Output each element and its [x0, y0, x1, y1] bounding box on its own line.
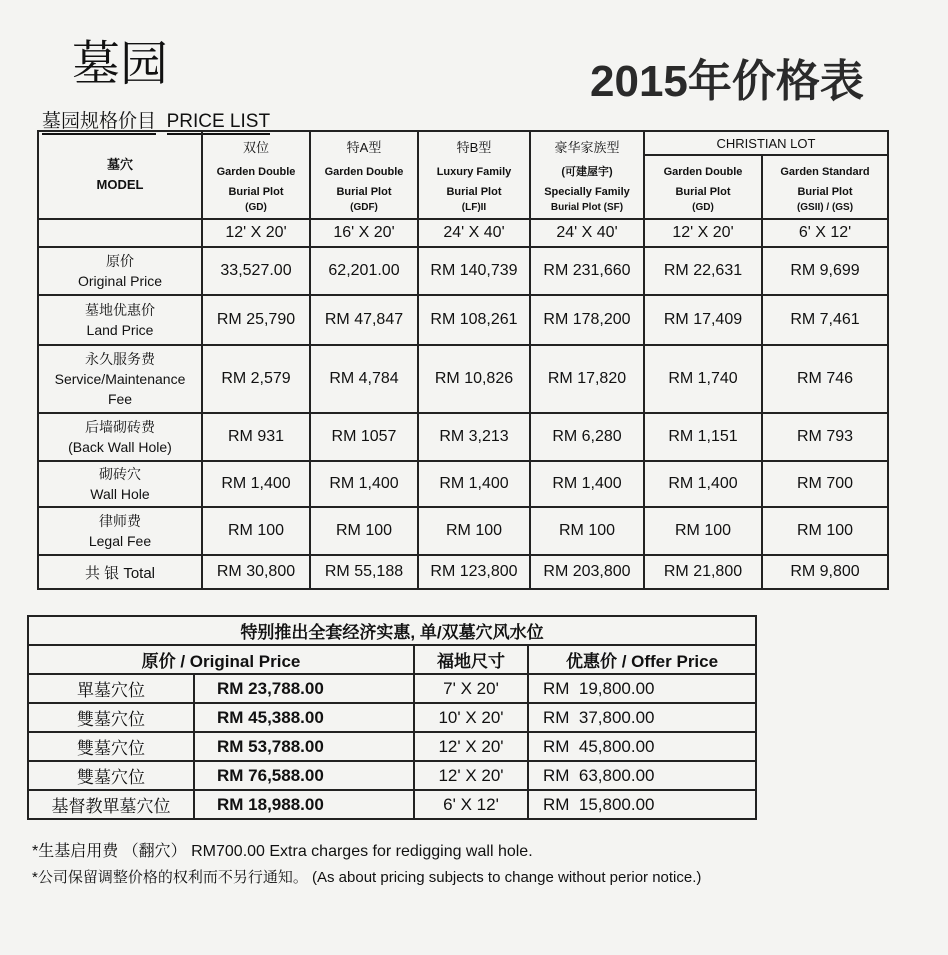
row-label — [38, 461, 202, 507]
plot-type: 基督教單墓穴位 — [28, 790, 194, 819]
col-en2: Burial Plot — [797, 185, 853, 198]
offer-head-original: 原价 / Original Price — [28, 645, 414, 674]
total-label: 共 银 Total — [38, 555, 202, 589]
plot-size: 10' X 20' — [414, 703, 528, 732]
col-header-christian-gs — [762, 155, 888, 219]
col-code: (GDF) — [350, 202, 378, 213]
price-table — [37, 130, 889, 590]
offer-row — [28, 703, 756, 732]
size-cell: 24' X 40' — [418, 219, 530, 247]
price-cell: RM 231,660 — [530, 247, 644, 295]
original-price: RM 53,788.00 — [194, 732, 414, 761]
col-en1: (可建屋宇) — [561, 166, 613, 178]
offer-row — [28, 761, 756, 790]
col-en2: Burial Plot — [675, 185, 731, 198]
offer-head-offer: 优惠价 / Offer Price — [528, 645, 756, 674]
size-cell: 16' X 20' — [310, 219, 418, 247]
price-cell: RM 100 — [418, 507, 530, 555]
price-cell: RM 47,847 — [310, 295, 418, 345]
original-price-row — [38, 247, 888, 295]
price-cell: RM 1,400 — [644, 461, 762, 507]
col-code: (GSII) / (GS) — [796, 201, 854, 213]
row-label-zh: 砌砖穴 — [99, 466, 141, 482]
col-en1: Garden Double — [324, 166, 404, 178]
plot-type: 單墓穴位 — [28, 674, 194, 703]
price-cell: RM 25,790 — [202, 295, 310, 345]
col-zh: 豪华家族型 — [554, 140, 620, 155]
price-cell: RM 1,740 — [644, 345, 762, 413]
price-cell: RM 931 — [202, 413, 310, 461]
size-cell: 6' X 12' — [762, 219, 888, 247]
col-zh: 特A型 — [346, 140, 382, 155]
col-en2: Specially Family — [544, 186, 630, 198]
col-en1: Luxury Family — [436, 166, 512, 178]
price-cell: RM 100 — [202, 507, 310, 555]
subtitle-en: PRICE LIST — [167, 111, 270, 135]
plot-size: 12' X 20' — [414, 732, 528, 761]
offer-price: RM 15,800.00 — [528, 790, 756, 819]
row-label-zh: 律师费 — [99, 513, 141, 529]
maintenance-fee-row — [38, 345, 888, 413]
row-label — [38, 507, 202, 555]
col-code: (LF)II — [461, 202, 487, 213]
price-cell: RM 2,579 — [202, 345, 310, 413]
row-label-en2: Fee — [107, 391, 133, 407]
price-cell: RM 1,400 — [418, 461, 530, 507]
col-header-lf — [418, 131, 530, 219]
price-cell: RM 100 — [644, 507, 762, 555]
col-header-gdf — [310, 131, 418, 219]
offer-price: RM 63,800.00 — [528, 761, 756, 790]
price-cell: RM 4,784 — [310, 345, 418, 413]
christian-lot-header: CHRISTIAN LOT — [644, 131, 888, 155]
plot-type: 雙墓穴位 — [28, 732, 194, 761]
row-label-en: Wall Hole — [90, 486, 150, 502]
model-en: MODEL — [96, 177, 144, 192]
row-label-en: Land Price — [86, 322, 154, 338]
plot-size: 7' X 20' — [414, 674, 528, 703]
price-cell: RM 700 — [762, 461, 888, 507]
row-label-zh: 原价 — [106, 253, 134, 269]
price-cell: RM 10,826 — [418, 345, 530, 413]
original-price: RM 18,988.00 — [194, 790, 414, 819]
cemetery-title: 墓园 — [72, 36, 169, 92]
subtitle-zh: 墓园规格价目 — [42, 111, 156, 135]
price-cell: RM 3,213 — [418, 413, 530, 461]
price-cell: RM 100 — [530, 507, 644, 555]
size-cell: 24' X 40' — [530, 219, 644, 247]
price-cell: RM 17,820 — [530, 345, 644, 413]
plot-type: 雙墓穴位 — [28, 703, 194, 732]
offer-row — [28, 790, 756, 819]
price-list-subtitle — [42, 106, 270, 133]
offer-price: RM 45,800.00 — [528, 732, 756, 761]
offer-table — [27, 615, 757, 820]
size-cell: 12' X 20' — [644, 219, 762, 247]
price-cell: RM 100 — [762, 507, 888, 555]
plot-size: 12' X 20' — [414, 761, 528, 790]
price-cell: RM 178,200 — [530, 295, 644, 345]
price-cell: RM 1,151 — [644, 413, 762, 461]
price-cell: RM 9,699 — [762, 247, 888, 295]
plot-type: 雙墓穴位 — [28, 761, 194, 790]
col-header-gd — [202, 131, 310, 219]
total-cell: RM 21,800 — [644, 555, 762, 589]
row-label-en: Service/Maintenance — [54, 371, 186, 387]
row-label-en: Original Price — [77, 273, 163, 289]
offer-price: RM 37,800.00 — [528, 703, 756, 732]
row-label-zh: 永久服务费 — [85, 351, 155, 367]
year-price-title: 2015年价格表 — [590, 57, 864, 106]
row-label — [38, 413, 202, 461]
col-en1: Garden Double — [216, 166, 296, 178]
col-en1: Garden Standard — [780, 165, 870, 178]
offer-price: RM 19,800.00 — [528, 674, 756, 703]
row-label — [38, 295, 202, 345]
model-header — [38, 131, 202, 219]
price-cell: RM 1057 — [310, 413, 418, 461]
price-cell: RM 1,400 — [310, 461, 418, 507]
total-cell: RM 30,800 — [202, 555, 310, 589]
original-price: RM 76,588.00 — [194, 761, 414, 790]
price-cell: RM 1,400 — [530, 461, 644, 507]
col-en2: Burial Plot — [446, 186, 502, 198]
row-label — [38, 345, 202, 413]
footnote-price-change: *公司保留调整价格的权利而不另行通知。 (As about pricing subjects to change without perior notice.) — [32, 869, 702, 886]
price-cell: 33,527.00 — [202, 247, 310, 295]
row-label-en: Legal Fee — [88, 533, 152, 549]
row-label — [38, 247, 202, 295]
offer-header-row — [28, 645, 756, 674]
col-zh: 双位 — [242, 140, 269, 155]
price-cell: RM 1,400 — [202, 461, 310, 507]
size-label — [38, 219, 202, 247]
offer-table-title: 特别推出全套经济实惠, 单/双墓穴风水位 — [28, 616, 756, 645]
size-cell: 12' X 20' — [202, 219, 310, 247]
col-code: Burial Plot (SF) — [550, 202, 624, 213]
wall-hole-row — [38, 461, 888, 507]
price-cell: RM 746 — [762, 345, 888, 413]
col-header-christian-gd — [644, 155, 762, 219]
price-cell: RM 100 — [310, 507, 418, 555]
price-cell: RM 108,261 — [418, 295, 530, 345]
row-label-zh: 墓地优惠价 — [85, 302, 155, 318]
col-zh: 特B型 — [456, 140, 492, 155]
price-cell: RM 17,409 — [644, 295, 762, 345]
legal-fee-row — [38, 507, 888, 555]
col-code: (GD) — [245, 202, 267, 213]
price-cell: RM 6,280 — [530, 413, 644, 461]
row-label-zh: 后墙砌砖费 — [85, 419, 155, 435]
offer-head-size: 福地尺寸 — [414, 645, 528, 674]
col-en2: Burial Plot — [228, 186, 284, 198]
size-row — [38, 219, 888, 247]
col-en1: Garden Double — [663, 165, 743, 178]
plot-size: 6' X 12' — [414, 790, 528, 819]
model-zh: 墓穴 — [106, 157, 133, 172]
col-header-sf — [530, 131, 644, 219]
original-price: RM 45,388.00 — [194, 703, 414, 732]
land-price-row — [38, 295, 888, 345]
col-code: (GD) — [692, 201, 714, 213]
price-cell: 62,201.00 — [310, 247, 418, 295]
price-cell: RM 140,739 — [418, 247, 530, 295]
back-wall-hole-row — [38, 413, 888, 461]
row-label-en: (Back Wall Hole) — [68, 439, 172, 455]
original-price: RM 23,788.00 — [194, 674, 414, 703]
col-en2: Burial Plot — [336, 186, 392, 198]
offer-row — [28, 732, 756, 761]
price-cell: RM 793 — [762, 413, 888, 461]
total-cell: RM 123,800 — [418, 555, 530, 589]
offer-row — [28, 674, 756, 703]
total-cell: RM 9,800 — [762, 555, 888, 589]
price-cell: RM 7,461 — [762, 295, 888, 345]
price-cell: RM 22,631 — [644, 247, 762, 295]
total-cell: RM 203,800 — [530, 555, 644, 589]
total-row — [38, 555, 888, 589]
footnote-redigging: *生基启用费 （翻穴） RM700.00 Extra charges for redigging wall hole. — [32, 843, 533, 860]
total-cell: RM 55,188 — [310, 555, 418, 589]
